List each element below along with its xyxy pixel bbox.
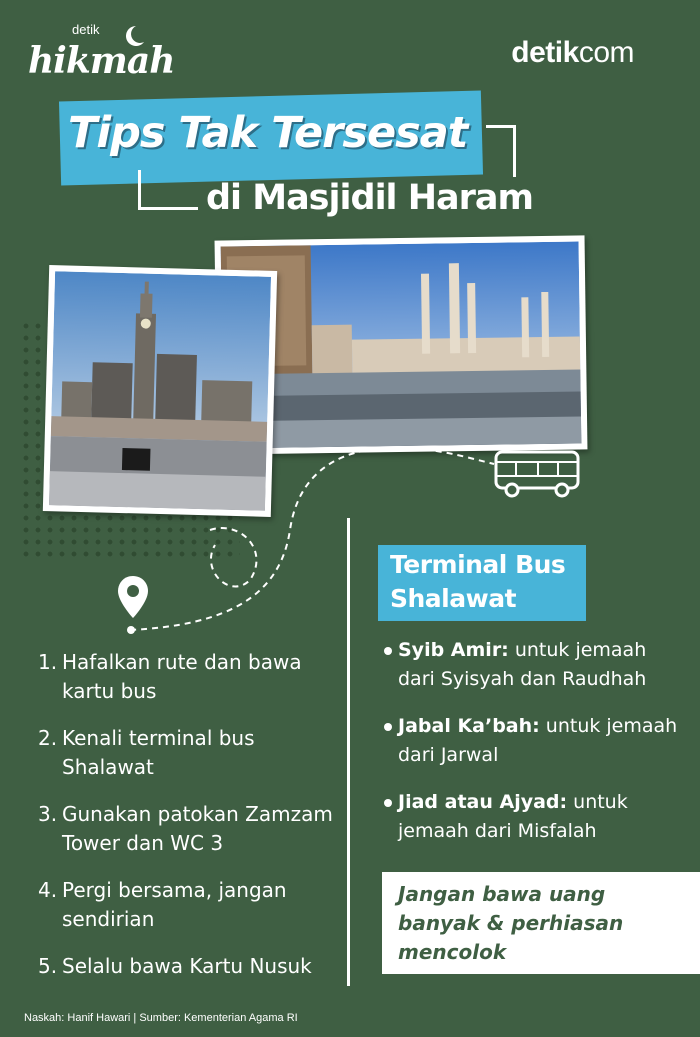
page-subtitle: di Masjidil Haram: [206, 178, 534, 218]
list-item: 1. Hafalkan rute dan bawa kartu bus: [38, 650, 302, 703]
route-path: [0, 420, 700, 660]
terminal-desc: untuk jemaah dari Syisyah dan Raudhah: [398, 639, 647, 690]
list-item: [384, 712, 684, 770]
logo-hikmah-small: detik: [72, 22, 100, 37]
list-item: 4. Pergi bersama, jangan sendirian: [38, 878, 287, 931]
bus-icon: [494, 448, 580, 500]
warning-text: Jangan bawa uang banyak & perhiasan mencolok: [398, 882, 624, 964]
list-item: 3. Gunakan patokan Zamzam Tower dan WC 3: [38, 802, 333, 855]
title-bracket-right: [486, 125, 516, 177]
terminal-name: Syib Amir:: [398, 639, 509, 661]
detik-hikmah-logo: [28, 22, 175, 82]
title-bracket-left: [138, 170, 198, 210]
logo-detikcom-bold: detik: [511, 36, 579, 69]
tips-list: [38, 648, 338, 999]
warning-box: [382, 872, 700, 974]
list-item: 2. Kenali terminal bus Shalawat: [38, 726, 255, 779]
terminal-name: Jiad atau Ajyad:: [398, 791, 568, 813]
list-item: [384, 788, 684, 846]
terminal-desc: untuk jemaah dari Misfalah: [398, 791, 628, 842]
terminal-list: [384, 636, 684, 864]
logo-detikcom-thin: com: [578, 36, 634, 69]
column-divider: [347, 518, 350, 986]
list-item: [384, 636, 684, 694]
detikcom-logo: [511, 36, 634, 70]
list-item: 5. Selalu bawa Kartu Nusuk: [38, 954, 312, 978]
page-title: Tips Tak Tersesat: [68, 108, 468, 158]
location-pin-icon: [116, 574, 150, 620]
logo-hikmah-big: hikmah: [28, 40, 175, 82]
terminal-name: Jabal Ka’bah:: [398, 715, 540, 737]
terminal-title: Terminal Bus Shalawat: [390, 550, 566, 613]
terminal-desc: untuk jemaah dari Jarwal: [398, 715, 678, 766]
footer-credits: Naskah: Hanif Hawari | Sumber: Kementerian Agama RI: [24, 1012, 298, 1024]
